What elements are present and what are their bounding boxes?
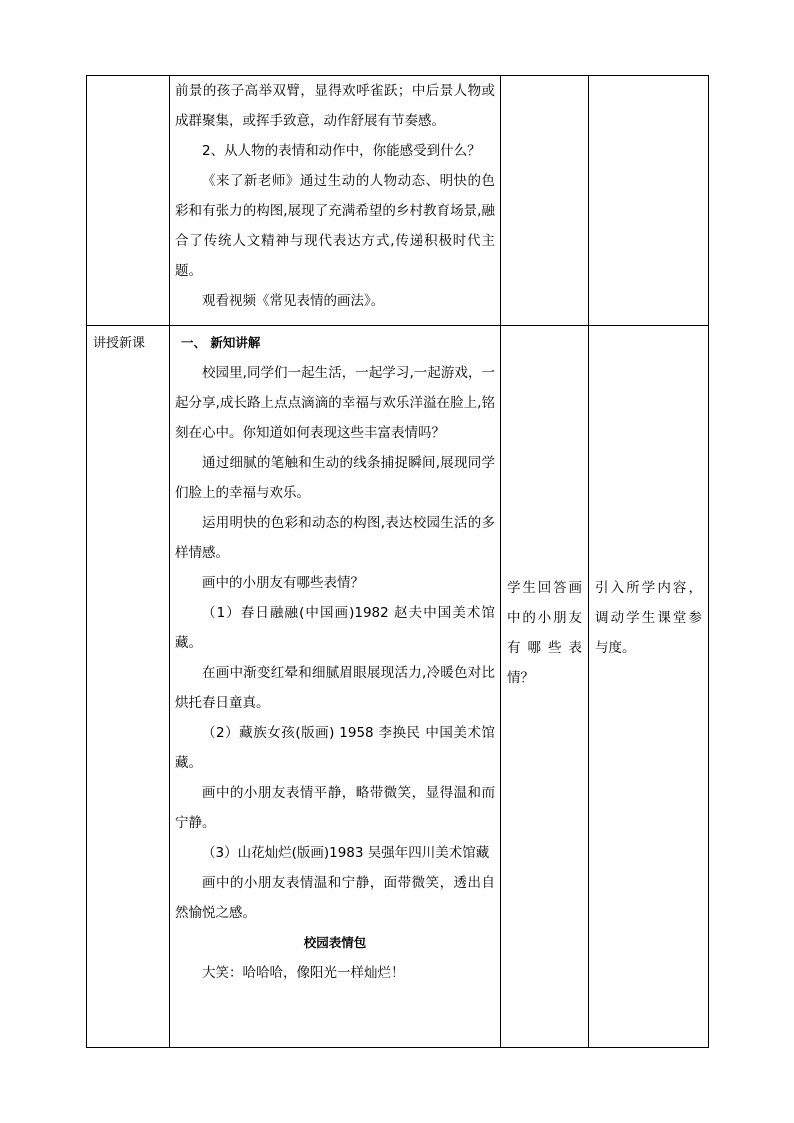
teaching-content-cell (170, 326, 501, 1048)
question: 画中的小朋友有哪些表情？ (202, 575, 364, 591)
paragraph: 运用明快的色彩和动态的构图,表达校园生活的多样情感。 (175, 515, 495, 561)
artwork-caption: （1）春日融融(中国画)1982 赵夫中国美术馆藏。 (175, 605, 495, 651)
student-activity-cell (501, 76, 589, 326)
paragraph: 校园里,同学们一起生活，一起学习,一起游戏，一起分享,成长路上点点滴滴的幸福与欢乐洋溢在脸上,铭刻在心中。你知道如何表现这些丰富表情吗？ (175, 365, 495, 441)
lesson-plan-table (86, 75, 709, 1048)
teaching-content-cell (170, 76, 501, 326)
paragraph: 通过细腻的笔触和生动的线条捕捉瞬间,展现同学们脸上的幸福与欢乐。 (175, 455, 495, 501)
paragraph: 画中的小朋友表情温和宁静，面带微笑，透出自然愉悦之感。 (175, 875, 495, 921)
student-activity-cell (501, 326, 589, 1048)
design-purpose-cell (589, 76, 709, 326)
stage-label-cell (87, 326, 170, 1048)
design-purpose-cell (589, 326, 709, 1048)
question: 2、从人物的表情和动作中，你能感受到什么？ (202, 143, 481, 159)
table-row (87, 76, 709, 326)
stage-label: 讲授新课 (93, 336, 146, 351)
paragraph: 在画中渐变红晕和细腻眉眼展现活力,冷暖色对比烘托春日童真。 (175, 665, 495, 711)
paragraph: 大笑：哈哈哈，像阳光一样灿烂！ (202, 965, 405, 981)
stage-label-cell (87, 76, 170, 326)
artwork-caption: （2）藏族女孩(版画) 1958 李换民 中国美术馆藏。 (175, 725, 495, 771)
paragraph: 前景的孩子高举双臂，显得欢呼雀跃；中后景人物或成群聚集，或挥手致意，动作舒展有节奏感。 (175, 83, 495, 129)
paragraph: 画中的小朋友表情平静，略带微笑，显得温和而宁静。 (175, 785, 495, 831)
table-row (87, 326, 709, 1048)
paragraph: 《来了新老师》通过生动的人物动态、明快的色彩和有张力的构图,展现了充满希望的乡村教育场景,融合了传统人文精神与现代表达方式,传递积极时代主题。 (175, 173, 495, 279)
design-purpose-text: 引入所学内容，调动学生课堂参与度。 (595, 580, 702, 656)
student-activity-text: 学生回答画中的小朋友有哪些表情？ (507, 580, 582, 686)
paragraph: 观看视频《常见表情的画法》。 (202, 293, 385, 309)
artwork-caption: （3）山花灿烂(版画)1983 吴强年四川美术馆藏 (202, 845, 490, 861)
subheading: 校园表情包 (303, 935, 367, 950)
section-heading: 一、 新知讲解 (181, 335, 261, 350)
